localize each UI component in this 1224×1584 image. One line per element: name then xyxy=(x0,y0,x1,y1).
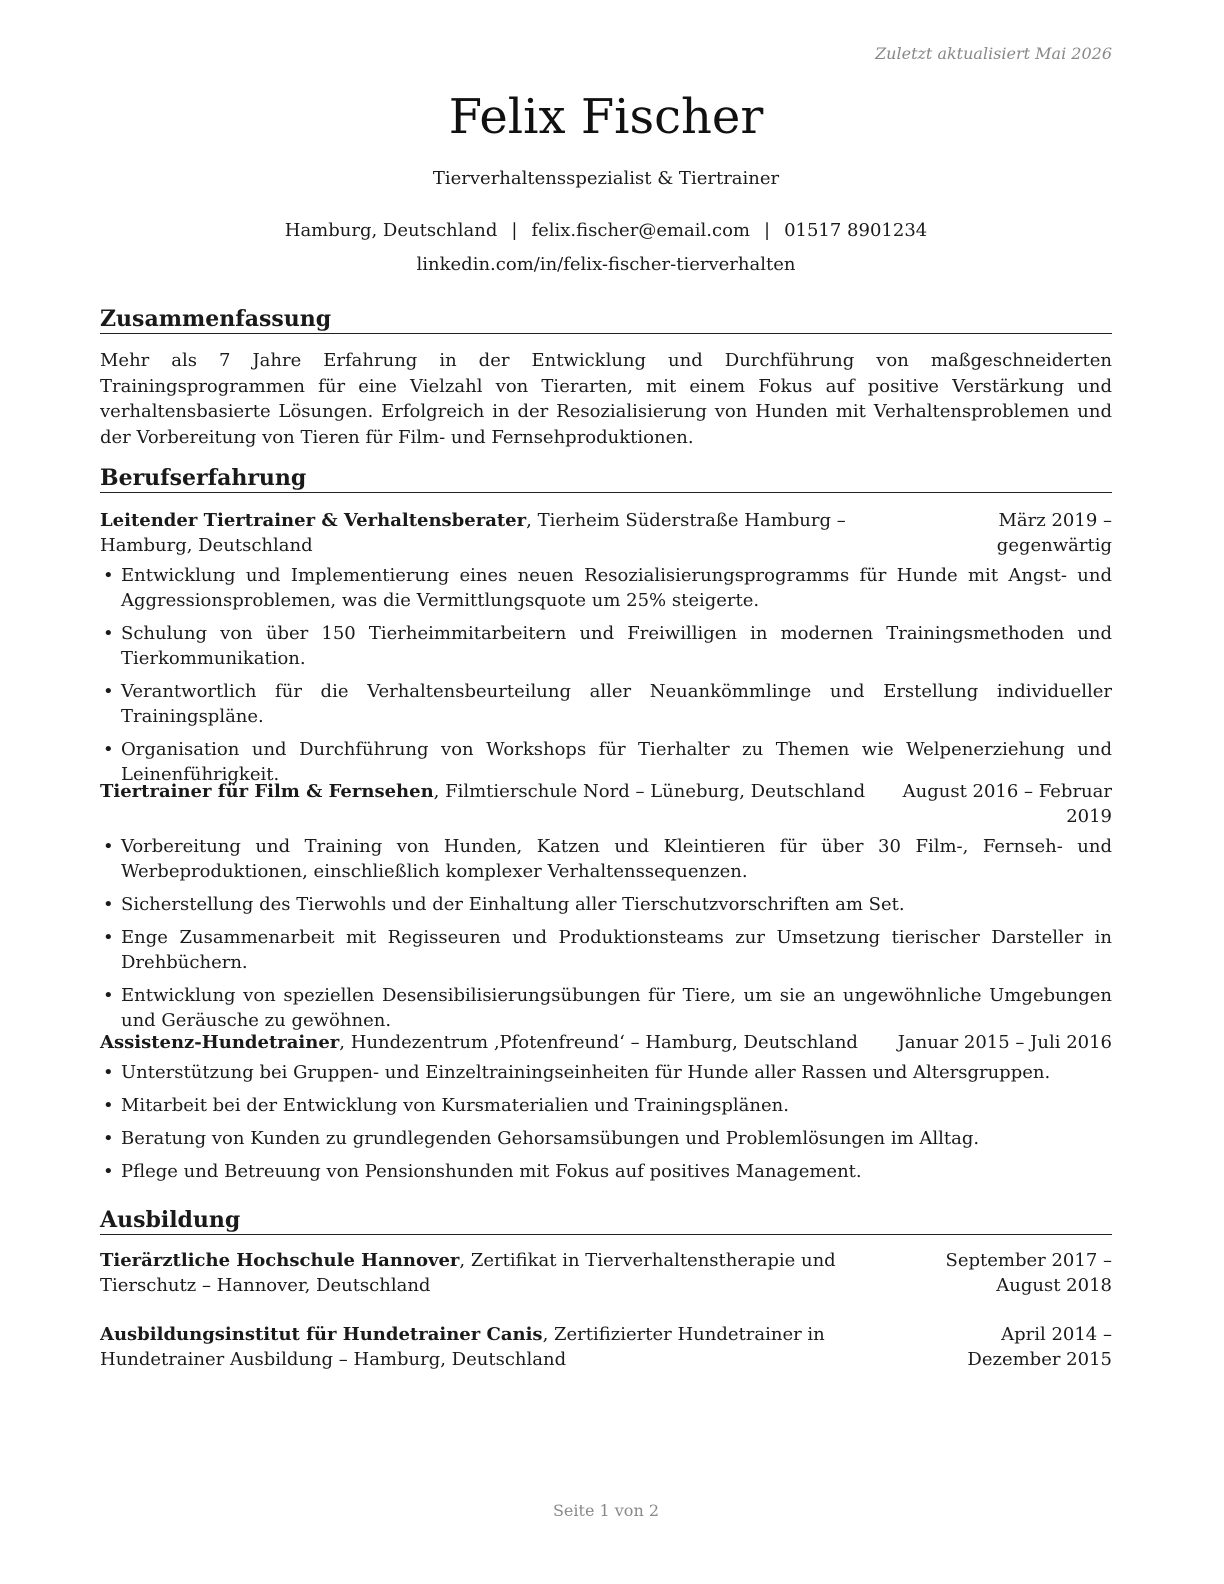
job-title-line xyxy=(100,508,880,558)
job-bullets xyxy=(100,1060,1112,1192)
bullet-text: Mitarbeit bei der Entwicklung von Kursmaterialien und Trainingsplänen. xyxy=(121,1095,789,1116)
last-updated-note: Zuletzt aktualisiert Mai 2026 xyxy=(875,44,1112,63)
job-dates: Januar 2015 – Juli 2016 xyxy=(897,1032,1112,1053)
list-item xyxy=(100,1159,1112,1184)
summary-text: Mehr als 7 Jahre Erfahrung in der Entwicklung und Durchführung von maßgeschneiderten Trainingsprogrammen für eine Vielzahl von Tierarten, mit einem Fokus auf positive Verstärkung und verhaltensbasierte Lösungen. Erfolgreich in der Resozialisierung von Hunden mit Verhaltensproblemen und der Vorbereitung von Tieren für Film- und Fernsehproduktionen. xyxy=(100,350,1112,448)
bullet-icon: • xyxy=(103,1062,114,1083)
contact-email[interactable]: felix.fischer@email.com xyxy=(531,220,750,241)
list-item xyxy=(100,983,1112,1033)
education-title-line xyxy=(100,1322,912,1372)
job-details: , Hundezentrum ‚Pfotenfreund‘ – Hamburg, Deutschland xyxy=(339,1032,858,1053)
contact-location: Hamburg, Deutschland xyxy=(284,220,498,241)
job-header xyxy=(100,779,1112,829)
candidate-tagline: Tierverhaltensspezialist & Tiertrainer xyxy=(432,168,780,189)
job-bullets xyxy=(100,563,1112,795)
list-item xyxy=(100,621,1112,671)
bullet-icon: • xyxy=(103,985,114,1006)
section-title-experience: Berufserfahrung xyxy=(100,464,1112,493)
job-dates: August 2016 – Februar 2019 xyxy=(902,781,1112,827)
bullet-text: Verantwortlich für die Verhaltensbeurteilung aller Neuankömmlinge und Erstellung individueller Trainingspläne. xyxy=(121,681,1112,727)
bullet-text: Pflege und Betreuung von Pensionshunden mit Fokus auf positives Management. xyxy=(121,1161,862,1182)
job-header xyxy=(100,1030,1112,1055)
bullet-icon: • xyxy=(103,681,114,702)
job-role: Leitender Tiertrainer & Verhaltensberater xyxy=(100,510,527,531)
education-details: , Zertifikat in Tierverhaltenstherapie und Tierschutz – Hannover, Deutschland xyxy=(100,1250,836,1296)
contact-phone[interactable]: 01517 8901234 xyxy=(784,220,928,241)
job-header xyxy=(100,508,1112,558)
bullet-icon: • xyxy=(103,1128,114,1149)
education-school: Ausbildungsinstitut für Hundetrainer Canis xyxy=(100,1324,543,1345)
education-item xyxy=(100,1248,1112,1298)
bullet-text: Entwicklung und Implementierung eines neuen Resozialisierungsprogramms für Hunde mit Angst- und Aggressionsproblemen, was die Vermittlungsquote um 25% steigerte. xyxy=(121,565,1112,611)
contact-linkedin[interactable]: linkedin.com/in/felix-fischer-tierverhalten xyxy=(416,254,796,275)
contact-separator: | xyxy=(764,220,771,241)
contact-separator: | xyxy=(511,220,518,241)
bullet-icon: • xyxy=(103,739,114,760)
education-details: , Zertifizierter Hundetrainer in Hundetrainer Ausbildung – Hamburg, Deutschland xyxy=(100,1324,825,1370)
bullet-icon: • xyxy=(103,623,114,644)
bullet-icon: • xyxy=(103,1161,114,1182)
job-bullets xyxy=(100,834,1112,1041)
bullet-text: Unterstützung bei Gruppen- und Einzeltrainingseinheiten für Hunde aller Rassen und Altersgruppen. xyxy=(121,1062,1051,1083)
resume-page xyxy=(100,0,1112,1584)
list-item xyxy=(100,563,1112,613)
job-role: Assistenz-Hundetrainer xyxy=(100,1032,340,1053)
education-item xyxy=(100,1322,1112,1372)
education-school: Tierärztliche Hochschule Hannover xyxy=(100,1250,460,1271)
list-item xyxy=(100,892,1112,917)
education-dates: September 2017 – August 2018 xyxy=(945,1250,1112,1296)
job-dates: März 2019 – gegenwärtig xyxy=(996,510,1112,556)
job-role: Tiertrainer für Film & Fernsehen xyxy=(100,781,434,802)
job-title-line xyxy=(100,779,870,804)
contact-line xyxy=(100,219,1112,243)
job-details: , Filmtierschule Nord – Lüneburg, Deutschland xyxy=(433,781,866,802)
bullet-text: Schulung von über 150 Tierheimmitarbeitern und Freiwilligen in modernen Trainingsmethoden und Tierkommunikation. xyxy=(121,623,1112,669)
list-item xyxy=(100,679,1112,729)
bullet-icon: • xyxy=(103,836,114,857)
bullet-icon: • xyxy=(103,565,114,586)
section-title-summary: Zusammenfassung xyxy=(100,305,1112,334)
candidate-name: Felix Fischer xyxy=(448,89,764,145)
list-item xyxy=(100,925,1112,975)
bullet-icon: • xyxy=(103,894,114,915)
bullet-text: Sicherstellung des Tierwohls und der Einhaltung aller Tierschutzvorschriften am Set. xyxy=(121,894,905,915)
list-item xyxy=(100,834,1112,884)
page-number: Seite 1 von 2 xyxy=(552,1501,660,1520)
section-title-education: Ausbildung xyxy=(100,1206,1112,1235)
list-item xyxy=(100,1060,1112,1085)
education-dates: April 2014 – Dezember 2015 xyxy=(967,1324,1112,1370)
job-details: , Tierheim Süderstraße Hamburg – Hamburg, Deutschland xyxy=(100,510,846,556)
bullet-icon: • xyxy=(103,927,114,948)
education-title-line xyxy=(100,1248,870,1298)
list-item xyxy=(100,1093,1112,1118)
bullet-text: Vorbereitung und Training von Hunden, Katzen und Kleintieren für über 30 Film-, Fernseh- und Werbeproduktionen, einschließlich komplexer Verhaltenssequenzen. xyxy=(121,836,1112,882)
bullet-text: Beratung von Kunden zu grundlegenden Gehorsamsübungen und Problemlösungen im Alltag. xyxy=(121,1128,980,1149)
job-title-line xyxy=(100,1030,888,1055)
list-item xyxy=(100,1126,1112,1151)
bullet-text: Enge Zusammenarbeit mit Regisseuren und Produktionsteams zur Umsetzung tierischer Darsteller in Drehbüchern. xyxy=(121,927,1112,973)
bullet-text: Entwicklung von speziellen Desensibilisierungsübungen für Tiere, um sie an ungewöhnliche Umgebungen und Geräusche zu gewöhnen. xyxy=(121,985,1112,1031)
bullet-text: Organisation und Durchführung von Workshops für Tierhalter zu Themen wie Welpenerziehung und Leinenführigkeit. xyxy=(121,739,1112,785)
bullet-icon: • xyxy=(103,1095,114,1116)
